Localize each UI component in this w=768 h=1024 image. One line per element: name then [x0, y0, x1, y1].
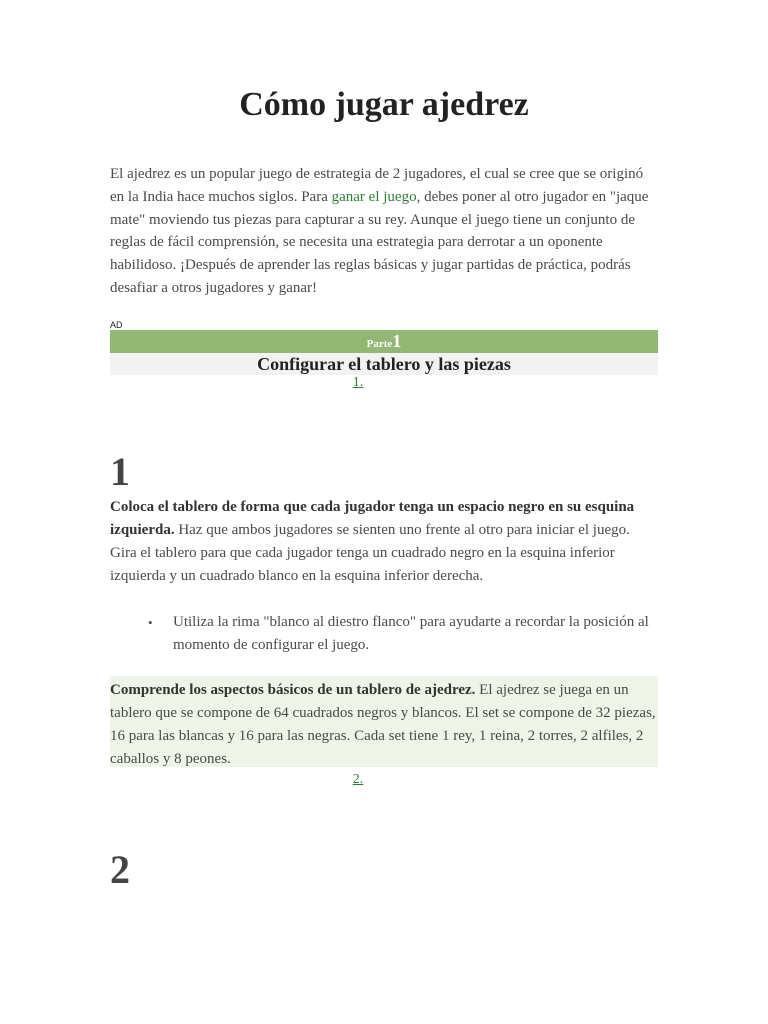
win-game-link[interactable]: ganar el juego — [331, 188, 417, 205]
intro-text-start: El ajedrez es un popular juego de estrategia de 2 jugadores, el cual se cree que se originó en la India hace muchos siglos. Para — [110, 166, 644, 205]
step-1-tip — [148, 611, 658, 657]
bullet-icon: • — [148, 615, 153, 630]
section-heading: Configurar el tablero y las piezas — [110, 353, 658, 375]
part-word: Parte — [366, 338, 393, 350]
part-number: 1 — [392, 331, 402, 351]
page-title: Cómo jugar ajedrez — [239, 86, 529, 123]
step-1-number: 1 — [110, 449, 130, 494]
step-2-link[interactable]: 2. — [352, 772, 364, 787]
step-1-tip-text: Utiliza la rima "blanco al diestro flanco" para ayudarte a recordar la posición al momento de configurar el juego. — [173, 614, 649, 653]
step-1-body: Haz que ambos jugadores se sienten uno frente al otro para iniciar el juego. Gira el tablero para que cada jugador tenga un cuadrado negro en la esquina inferior izquierda y un cuadrado blanco en la esquina inferior derecha. — [110, 522, 630, 584]
step-2-bold: Comprende los aspectos básicos de un tablero de ajedrez. — [110, 682, 476, 698]
step-2-number: 2 — [110, 847, 130, 892]
step-2-body: El ajedrez se juega en un tablero que se compone de 64 cuadrados negros y blancos. El set se compone de 32 piezas, 16 para las blancas y 16 para las negras. Cada set tiene 1 rey, 1 reina, 2 torres, 2 alfiles, 2 caballos y 8 peones. — [110, 682, 656, 767]
intro-text-end: , debes poner al otro jugador en "jaque mate" moviendo tus piezas para capturar a su rey. Aunque el juego tiene un conjunto de reglas de fácil comprensión, se necesita una estrategia para derrotar a un oponente habilidoso. ¡Después de aprender las reglas básicas y jugar partidas de práctica, podrás desafiar a otros jugadores y ganar! — [110, 188, 649, 296]
ad-label: AD — [110, 320, 123, 330]
step-1-bold: Coloca el tablero de forma que cada jugador tenga un espacio negro en su esquina izquierda. — [110, 499, 635, 538]
step-1-link[interactable]: 1. — [352, 375, 364, 390]
part-banner — [110, 330, 658, 353]
step-1-text — [110, 496, 658, 588]
step-2-text — [110, 679, 658, 771]
intro-paragraph — [110, 163, 658, 300]
